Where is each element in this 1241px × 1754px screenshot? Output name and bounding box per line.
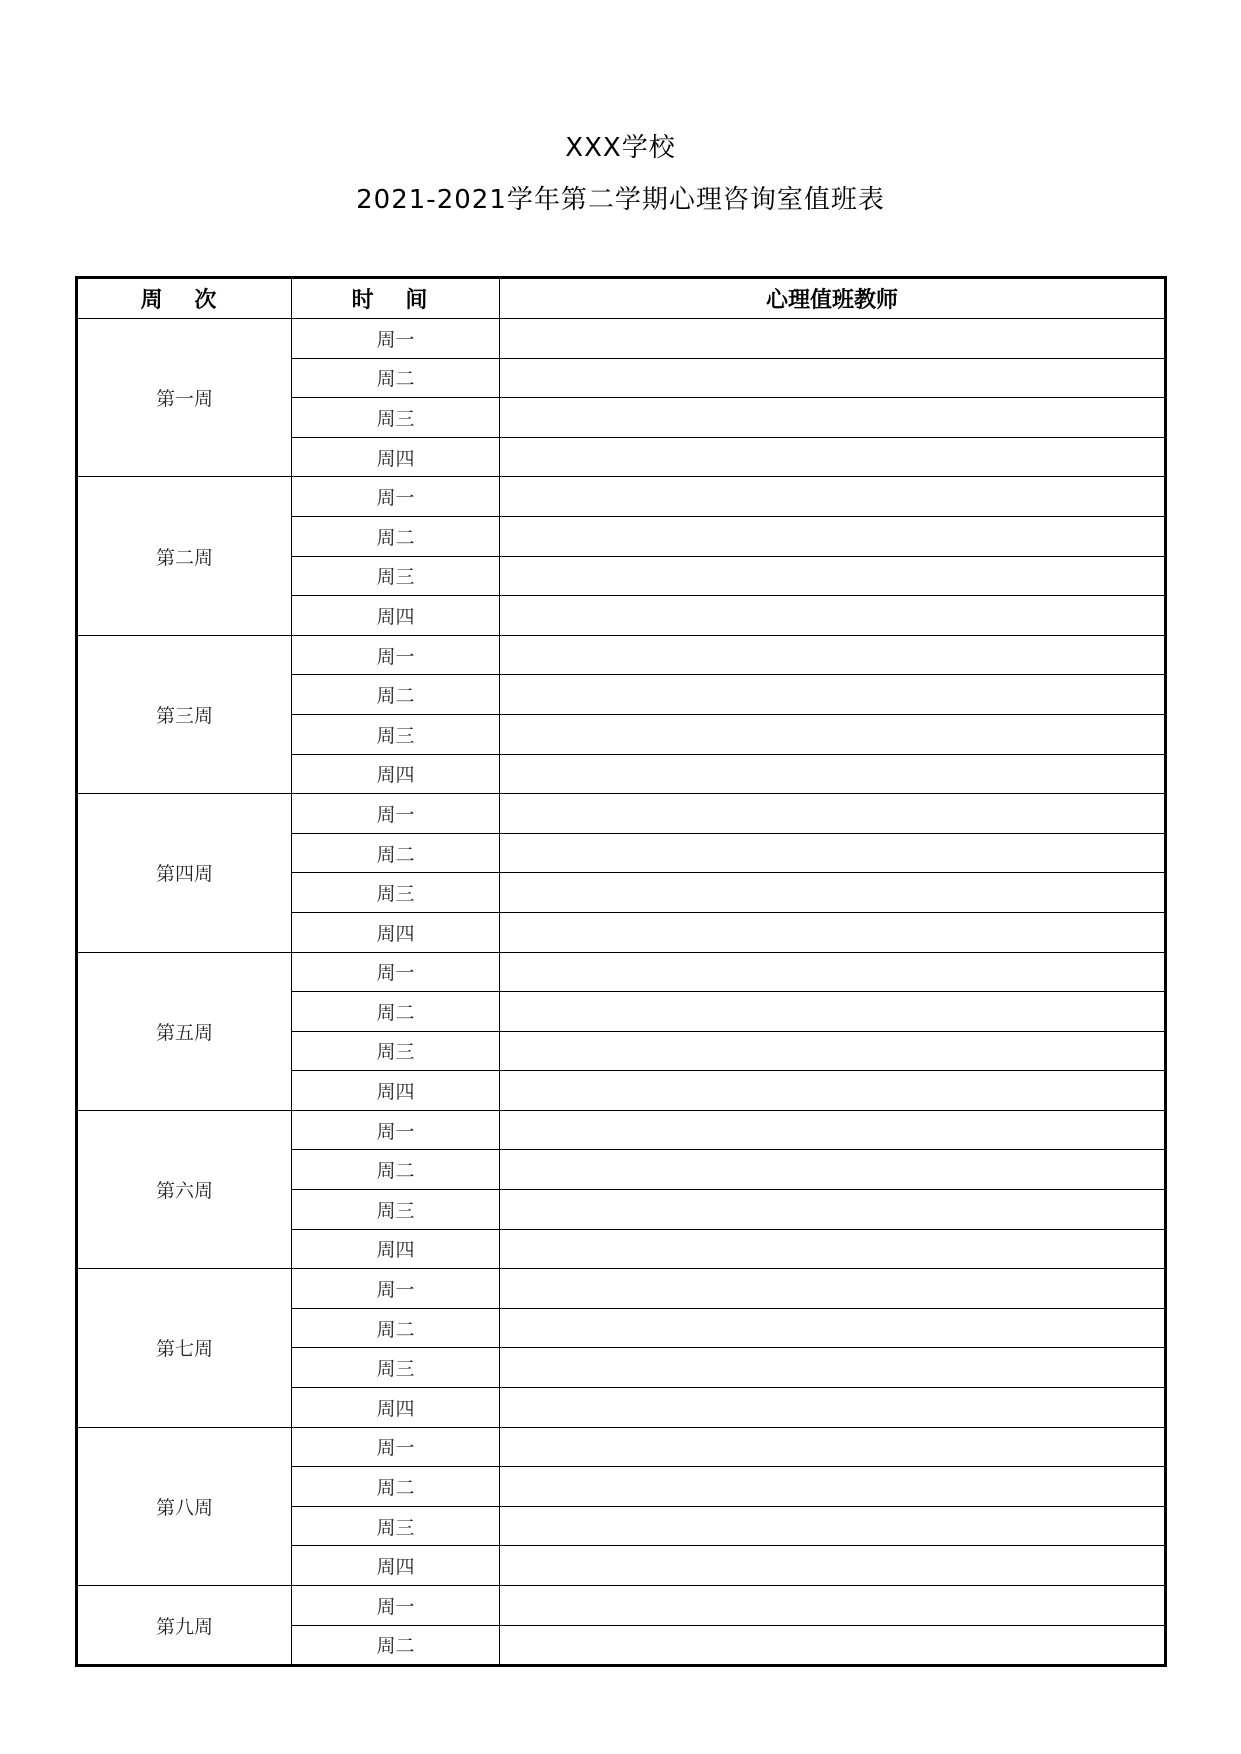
teacher-cell[interactable] xyxy=(500,635,1166,675)
week-label-cell: 第六周 xyxy=(77,1110,292,1268)
week-label-cell: 第九周 xyxy=(77,1586,292,1666)
day-cell: 周三 xyxy=(292,873,500,913)
week-label-cell: 第四周 xyxy=(77,794,292,952)
teacher-cell[interactable] xyxy=(500,516,1166,556)
day-cell: 周一 xyxy=(292,952,500,992)
day-cell: 周二 xyxy=(292,675,500,715)
column-header-time: 时 间 xyxy=(292,278,500,319)
table-row xyxy=(77,477,1166,517)
teacher-cell[interactable] xyxy=(500,873,1166,913)
day-cell: 周二 xyxy=(292,516,500,556)
table-row xyxy=(77,635,1166,675)
day-cell: 周二 xyxy=(292,833,500,873)
day-cell: 周三 xyxy=(292,398,500,438)
table-row xyxy=(77,319,1166,359)
table-row xyxy=(77,1269,1166,1309)
teacher-cell[interactable] xyxy=(500,1150,1166,1190)
column-header-week: 周 次 xyxy=(77,278,292,319)
day-cell: 周二 xyxy=(292,1150,500,1190)
day-cell: 周二 xyxy=(292,1467,500,1507)
day-cell: 周一 xyxy=(292,319,500,359)
table-row xyxy=(77,1427,1166,1467)
day-cell: 周一 xyxy=(292,1110,500,1150)
teacher-cell[interactable] xyxy=(500,556,1166,596)
roster-body xyxy=(77,319,1166,1666)
day-cell: 周二 xyxy=(292,358,500,398)
day-cell: 周一 xyxy=(292,1586,500,1626)
teacher-cell[interactable] xyxy=(500,1506,1166,1546)
table-row xyxy=(77,794,1166,834)
day-cell: 周四 xyxy=(292,754,500,794)
day-cell: 周三 xyxy=(292,714,500,754)
teacher-cell[interactable] xyxy=(500,596,1166,636)
schedule-title: 2021-2021学年第二学期心理咨询室值班表 xyxy=(356,185,885,215)
teacher-cell[interactable] xyxy=(500,358,1166,398)
week-label-cell: 第二周 xyxy=(77,477,292,635)
table-row xyxy=(77,952,1166,992)
teacher-cell[interactable] xyxy=(500,1229,1166,1269)
day-cell: 周一 xyxy=(292,635,500,675)
week-label-cell: 第三周 xyxy=(77,635,292,793)
teacher-cell[interactable] xyxy=(500,992,1166,1032)
teacher-cell[interactable] xyxy=(500,319,1166,359)
week-label-cell: 第五周 xyxy=(77,952,292,1110)
teacher-cell[interactable] xyxy=(500,437,1166,477)
teacher-cell[interactable] xyxy=(500,833,1166,873)
teacher-cell[interactable] xyxy=(500,1427,1166,1467)
week-label-cell: 第一周 xyxy=(77,319,292,477)
teacher-cell[interactable] xyxy=(500,1110,1166,1150)
teacher-cell[interactable] xyxy=(500,1348,1166,1388)
teacher-cell[interactable] xyxy=(500,1388,1166,1428)
teacher-cell[interactable] xyxy=(500,398,1166,438)
day-cell: 周四 xyxy=(292,596,500,636)
day-cell: 周四 xyxy=(292,1546,500,1586)
teacher-cell[interactable] xyxy=(500,794,1166,834)
teacher-cell[interactable] xyxy=(500,912,1166,952)
day-cell: 周三 xyxy=(292,1190,500,1230)
week-label-cell: 第八周 xyxy=(77,1427,292,1585)
teacher-cell[interactable] xyxy=(500,1467,1166,1507)
duty-roster-table xyxy=(75,276,1167,1667)
teacher-cell[interactable] xyxy=(500,714,1166,754)
day-cell: 周二 xyxy=(292,1625,500,1666)
day-cell: 周一 xyxy=(292,477,500,517)
teacher-cell[interactable] xyxy=(500,477,1166,517)
table-row xyxy=(77,1586,1166,1626)
school-title: XXX学校 xyxy=(565,133,676,163)
day-cell: 周四 xyxy=(292,912,500,952)
day-cell: 周三 xyxy=(292,556,500,596)
day-cell: 周三 xyxy=(292,1348,500,1388)
day-cell: 周四 xyxy=(292,1071,500,1111)
day-cell: 周一 xyxy=(292,1269,500,1309)
teacher-cell[interactable] xyxy=(500,1308,1166,1348)
teacher-cell[interactable] xyxy=(500,675,1166,715)
teacher-cell[interactable] xyxy=(500,1190,1166,1230)
day-cell: 周四 xyxy=(292,437,500,477)
teacher-cell[interactable] xyxy=(500,754,1166,794)
day-cell: 周一 xyxy=(292,794,500,834)
table-header-row xyxy=(77,278,1166,319)
column-header-teacher: 心理值班教师 xyxy=(500,278,1166,319)
teacher-cell[interactable] xyxy=(500,1269,1166,1309)
day-cell: 周二 xyxy=(292,1308,500,1348)
teacher-cell[interactable] xyxy=(500,1586,1166,1626)
teacher-cell[interactable] xyxy=(500,952,1166,992)
teacher-cell[interactable] xyxy=(500,1546,1166,1586)
week-label-cell: 第七周 xyxy=(77,1269,292,1427)
day-cell: 周三 xyxy=(292,1031,500,1071)
day-cell: 周二 xyxy=(292,992,500,1032)
day-cell: 周三 xyxy=(292,1506,500,1546)
day-cell: 周一 xyxy=(292,1427,500,1467)
teacher-cell[interactable] xyxy=(500,1625,1166,1666)
day-cell: 周四 xyxy=(292,1229,500,1269)
table-row xyxy=(77,1110,1166,1150)
day-cell: 周四 xyxy=(292,1388,500,1428)
teacher-cell[interactable] xyxy=(500,1031,1166,1071)
teacher-cell[interactable] xyxy=(500,1071,1166,1111)
